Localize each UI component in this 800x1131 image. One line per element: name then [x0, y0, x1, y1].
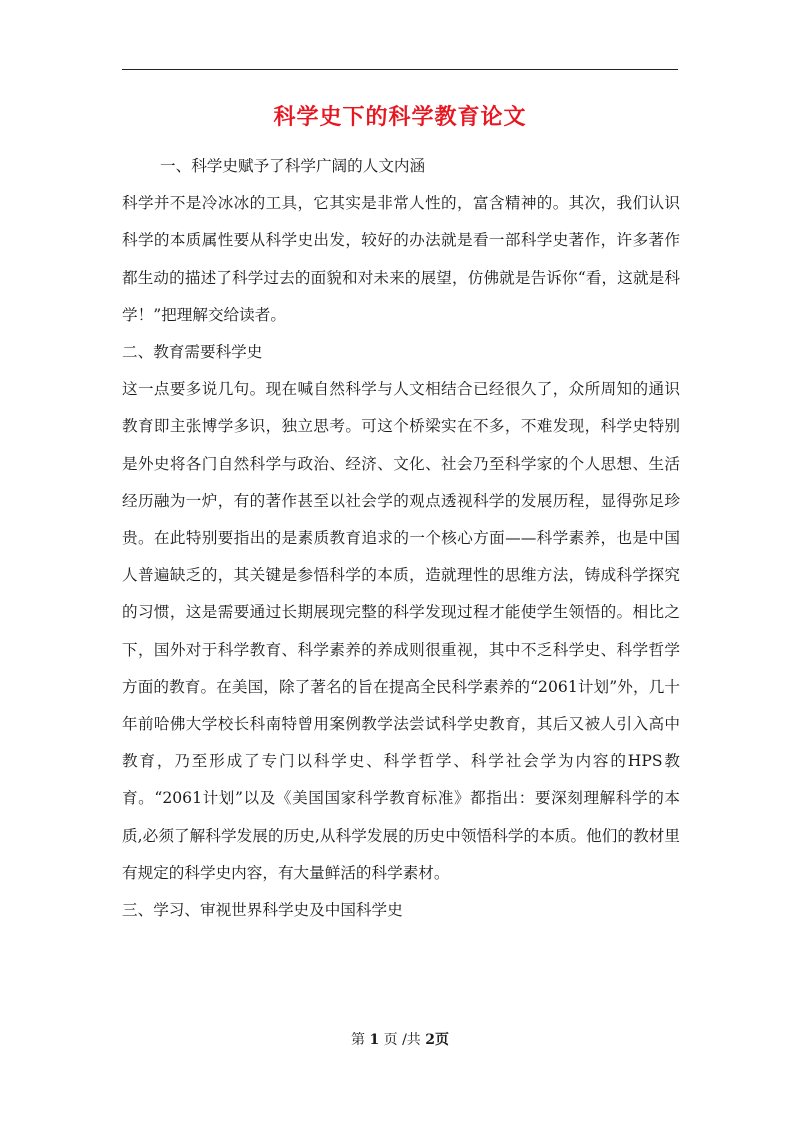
- page-footer: [0, 1030, 800, 1050]
- page-middle: 页 /共: [383, 1032, 421, 1048]
- section-heading-3: 三、学习、审视世界科学史及中国科学史: [122, 901, 403, 920]
- document-body: [122, 148, 680, 929]
- document-title: 科学史下的科学教育论文: [273, 105, 527, 130]
- section-heading-1: 一、科学史赋予了科学广阔的人文内涵: [160, 157, 426, 175]
- page-number: 1: [369, 1032, 380, 1048]
- body-paragraph-1: 科学并不是冷冰冰的工具，它其实是非常人性的，富含精神的。其次，我们认识科学的本质属性要从科学史出发，较好的办法就是看一部科学史著作，许多著作都生动的描述了科学过去的面貌和对未来的展望，仿佛就是告诉你“看，这就是科学！”把理解交给读者。: [122, 194, 680, 324]
- page-prefix: 第: [350, 1032, 365, 1048]
- section-heading-2: 二、教育需要科学史: [122, 343, 263, 362]
- header-rule: [122, 69, 678, 70]
- total-pages: 2页: [425, 1032, 450, 1048]
- body-paragraph-2: 这一点要多说几句。现在喊自然科学与人文相结合已经很久了，众所周知的通识教育即主张博学多识，独立思考。可这个桥梁实在不多，不难发现，科学史特别是外史将各门自然科学与政治、经济、文化、社会乃至科学家的个人思想、生活经历融为一炉，有的著作甚至以社会学的观点透视科学的发展历程，显得弥足珍贵。在此特别要指出的是素质教育追求的一个核心方面——科学素养，也是中国人普遍缺乏的，其关键是参悟科学的本质，造就理性的思维方法，铸成科学探究的习惯，这是需要通过长期展现完整的科学发现过程才能使学生领悟的。相比之下，国外对于科学教育、科学素养的养成则很重视，其中不乏科学史、科学哲学方面的教育。在美国，除了著名的旨在提高全民科学素养的“2061计划”外，几十年前哈佛大学校长科南特曾用案例教学法尝试科学史教育，其后又被人引入高中教育，乃至形成了专门以科学史、科学哲学、科学社会学为内容的HPS教育。“2061计划”以及《美国国家科学教育标准》都指出：要深刻理解科学的本质,必须了解科学发展的历史,从科学发展的历史中领悟科学的本质。他们的教材里有规定的科学史内容，有大量鲜活的科学素材。: [122, 380, 680, 882]
